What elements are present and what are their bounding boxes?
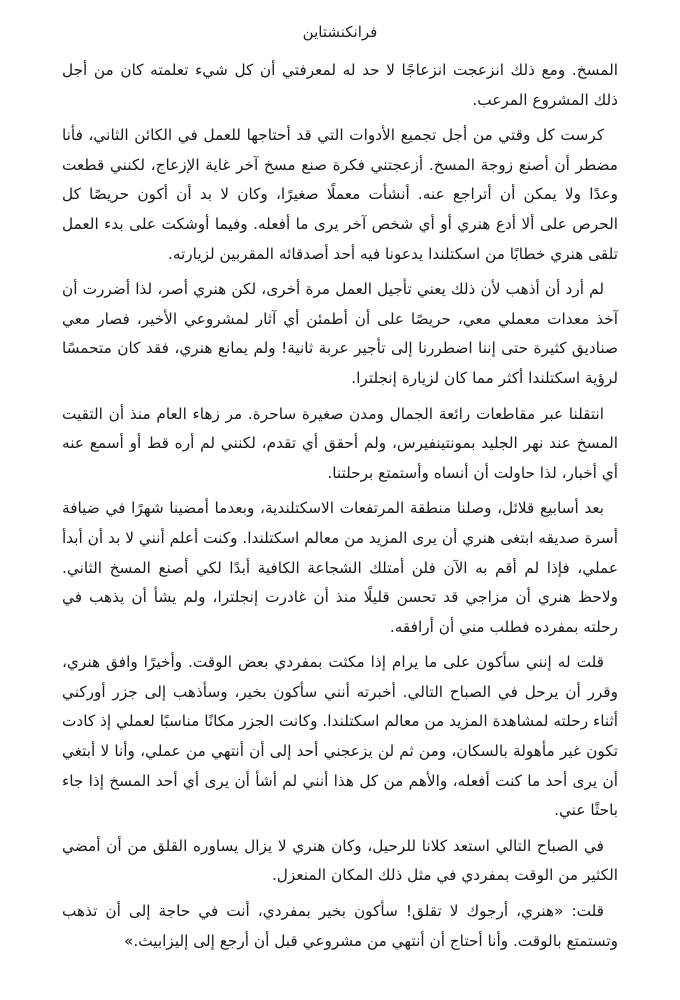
paragraph: بعد أسابيع قلائل، وصلنا منطقة المرتفعات الاسكتلندية، وبعدما أمضينا شهرًا في ضيافة أسرة صديقه ابتغى هنري أن يرى المزيد من معالم اسكتلندا. وكنت أعلم أنني لا بد أن أبدأ عملي، فإذا لم أقم به الآن فلن أمتلك الشجاعة الكافية أبدًا لكي أصنع المسخ الثاني. ولاحظ هنري أن مزاجي قد تحسن قليلًا منذ أن غادرت إنجلترا، ولم يشأ أن يذهب في رحلته بمفرده فطلب مني أن أرافقه.	[62, 499, 618, 636]
paragraph: كرست كل وقتي من أجل تجميع الأدوات التي قد أحتاجها للعمل في الكائن الثاني، فأنا مضطر أن أصنع زوجة المسخ. أزعجتني فكرة صنع مسخ آخر غاية الإزعاج، لكنني قطعت وعدًا ولا يمكن أن أتراجع عنه. أنشأت معملًا صغيرًا، وكان لا بد أن أكون حريصًا كل الحرص على ألا أدع هنري أو أي شخص آخر يرى ما أفعله. وفيما أوشكت على بدء العمل تلقى هنري خطابًا من اسكتلندا يدعونا فيه أحد أصدقائه المقربين لزيارته.	[62, 126, 618, 263]
paragraph: في الصباح التالي استعد كلانا للرحيل، وكان هنري لا يزال يساوره القلق من أن أمضي الكثير من الوقت بمفردي في مثل ذلك المكان المنعزل.	[62, 836, 618, 885]
paragraph: لم أرد أن أذهب لأن ذلك يعني تأجيل العمل مرة أخرى، لكن هنري أصر، لذا أضررت أن آخذ معدات معملي معي، حريصًا على أن أطمئن أي آثار لمشروعي الأخير، فصار معي صناديق كثيرة حتى إننا اضطررنا إلى تأجير عربة ثانية! ولم يمانع هنري، فقد كان متحمسًا لرؤية اسكتلندا أكثر مما كان لزيارة إنجلترا.	[62, 280, 618, 387]
paragraph: قلت له إنني سأكون على ما يرام إذا مكثت بمفردي بعض الوقت. وأخيرًا وافق هنري، وقرر أن يرحل في الصباح التالي. أخبرته أنني سأكون بخير، وسأذهب إلى جزر أوركني أثناء رحلته لمشاهدة المزيد من معالم اسكتلندا. وكانت الجزر مكانًا مناسبًا لعملي إذ كادت تكون غير مأهولة بالسكان، ومن ثم لن يزعجني أحد إلى أن أنتهي من عملي، وأنا لا أبتغي أن يرى أحد ما كنت أفعله، والأهم من كل هذا أنني لم أشأ أن يرى أي أحد المسخ إذا جاء باحثًا عني.	[62, 653, 618, 820]
running-header-title: فرانكنشتاين	[302, 23, 378, 41]
paragraph: انتقلنا عبر مقاطعات رائعة الجمال ومدن صغيرة ساحرة. مر زهاء العام منذ أن التقيت المسخ عند نهر الجليد بمونتينفيرس، ولم أحقق أي تقدم، لكنني لم أره قط أو أسمع عنه أي أخبار، لذا حاولت أن أنساه وأستمتع برحلتنا.	[62, 404, 618, 482]
body-text	[62, 56, 618, 956]
paragraph-dialogue: قلت: «هنري، أرجوك لا تقلق! سأكون بخير بمفردي، أنت في حاجة إلى أن تذهب وتستمتع بالوقت. وأنا أحتاج أن أنتهي من مشروعي قبل أن أرجع إلى إليزابيث.»	[62, 902, 618, 950]
paragraph-continuation: المسخ. ومع ذلك انزعجت انزعاجًا لا حد له لمعرفتي أن كل شيء تعلمته كان من أجل ذلك المشروع المرعب.	[62, 61, 618, 109]
